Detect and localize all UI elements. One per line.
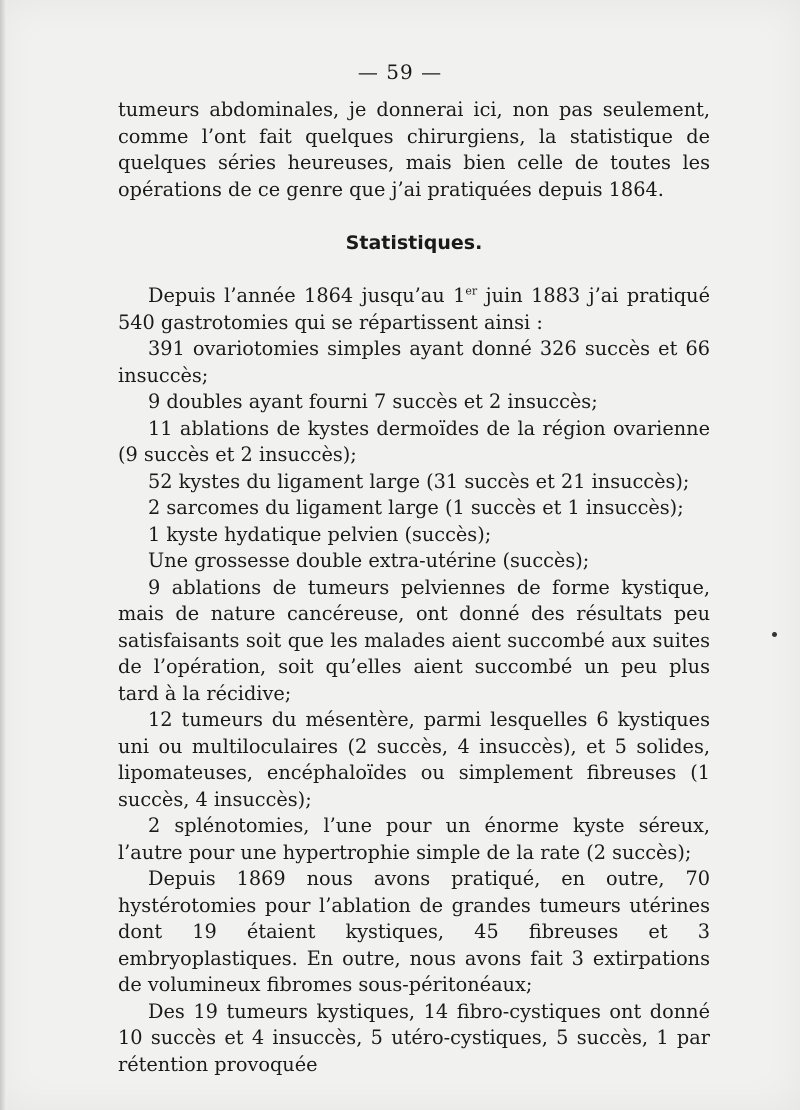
- list-item: 9 ablations de tumeurs pelviennes de forme kystique, mais de nature cancéreuse, ont donné des résultats peu satisfaisants soit que les malades aient succombé aux suites de l’opération, soit qu’elles aient succombé un peu plus tard à la récidive;: [118, 575, 710, 705]
- list-item: Des 19 tumeurs kystiques, 14 fibro-cystiques ont donné 10 succès et 4 insuccès, 5 utéro-cystiques, 5 succès, 1 par rétention provoquée: [118, 999, 710, 1076]
- ink-speck: [772, 632, 777, 637]
- intro-paragraph: tumeurs abdominales, je donnerai ici, non pas seulement, comme l’ont fait quelques chirurgiens, la statistique de quelques séries heureuses, mais bien celle de toutes les opérations de ce genre que j’ai pratiquées depuis 1864.: [118, 98, 710, 201]
- list-item: Une grossesse double extra-utérine (succès);: [148, 549, 590, 572]
- list-item: 1 kyste hydatique pelvien (succès);: [148, 522, 492, 546]
- list-item: Depuis 1869 nous avons pratiqué, en outre, 70 hystérotomies pour l’ablation de grandes tumeurs utérines dont 19 étaient kystiques, 45 fibreuses et 3 embryoplastiques. En outre, nous avons fait 3 extirpations de volumineux fibromes sous-péritonéaux;: [118, 867, 710, 996]
- lead-text-before: Depuis l’année 1864 jusqu’au 1: [148, 284, 466, 307]
- list-item: 391 ovariotomies simples ayant donné 326 succès et 66 insuccès;: [118, 337, 710, 387]
- lead-text-after: juin 1883 j’ai pratiqué 540 gastrotomies qui se répartissent ainsi :: [118, 284, 710, 334]
- page-edge-shadow: [0, 0, 7, 1110]
- list-item: 52 kystes du ligament large (31 succès et 21 insuccès);: [148, 469, 690, 493]
- section-spacer-top: [118, 203, 710, 229]
- list-item: 11 ablations de kystes dermoïdes de la région ovarienne (9 succès et 2 insuccès);: [118, 416, 710, 466]
- list-item: 2 sarcomes du ligament large (1 succès et 1 insuccès);: [148, 496, 684, 519]
- list-item: 12 tumeurs du mésentère, parmi lesquelles 6 kystiques uni ou multiloculaires (2 succès, 4 insuccès), et 5 solides, lipomateuses, encéphaloïdes ou simplement fibreuses (1 succès, 4 insuccès);: [118, 708, 710, 811]
- body-text: [118, 97, 710, 1078]
- section-spacer-bottom: [118, 257, 710, 283]
- page-number: — 59 —: [357, 60, 443, 84]
- list-item: 9 doubles ayant fourni 7 succès et 2 insuccès;: [148, 390, 598, 413]
- list-item: 2 splénotomies, l’une pour un énorme kyste séreux, l’autre pour une hypertrophie simple de la rate (2 succès);: [118, 814, 710, 864]
- ordinal-superscript: er: [465, 284, 478, 298]
- section-heading: Statistiques.: [345, 232, 483, 254]
- lead-paragraph: [118, 283, 710, 336]
